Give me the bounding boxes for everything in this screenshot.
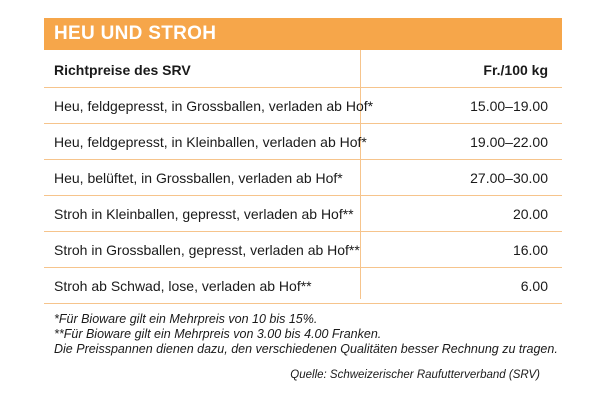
price-cell: 15.00–19.00 [470,98,548,114]
price-cell: 16.00 [512,242,548,258]
product-cell: Heu, belüftet, in Grossballen, verladen ab Hof* [54,170,343,186]
table-row [44,88,562,124]
price-cell: 19.00–22.00 [470,134,548,150]
price-cell: 6.00 [520,278,548,294]
product-cell: Stroh ab Schwad, lose, verladen ab Hof** [54,278,312,294]
table-row [44,268,562,304]
product-cell: Stroh in Grossballen, gepresst, verladen ab Hof** [54,242,360,258]
footnote-bio-hay: *Für Bioware gilt ein Mehrpreis von 10 bis 15%. [54,312,318,326]
table-row [44,232,562,268]
product-cell: Heu, feldgepresst, in Kleinballen, verladen ab Hof* [54,134,367,150]
table-row [44,124,562,160]
table-row [44,196,562,232]
product-cell: Stroh in Kleinballen, gepresst, verladen ab Hof** [54,206,354,222]
footnote-bio-straw: **Für Bioware gilt ein Mehrpreis von 3.00 bis 4.00 Franken. [54,327,382,341]
footnote-quality: Die Preisspannen dienen dazu, den verschiedenen Qualitäten besser Rechnung zu tragen. [54,342,558,356]
panel-title: HEU UND STROH [54,23,217,44]
header-product: Richtpreise des SRV [54,62,191,78]
product-cell: Heu, feldgepresst, in Grossballen, verladen ab Hof* [54,98,374,114]
header-price: Fr./100 kg [483,62,548,78]
table-row [44,160,562,196]
table-header-row [44,50,562,88]
source-note: Quelle: Schweizerischer Raufutterverband (SRV) [290,369,540,381]
panel-header [44,18,562,50]
price-cell: 27.00–30.00 [470,170,548,186]
footnotes [44,312,562,357]
price-panel [44,18,562,381]
price-table [44,50,562,304]
price-cell: 20.00 [512,206,548,222]
